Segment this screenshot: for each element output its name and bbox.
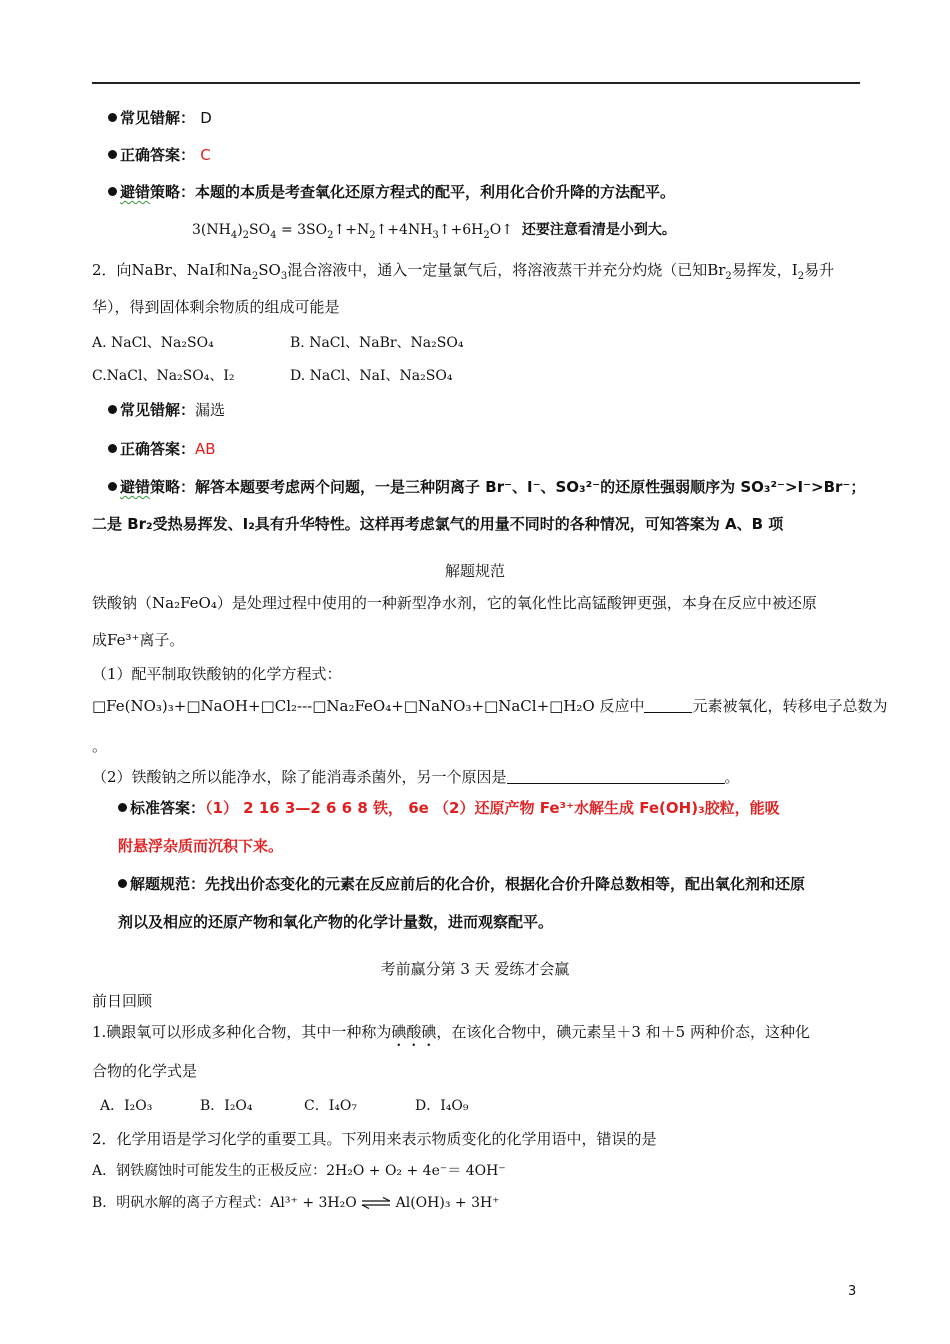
standard-answer-line-2: 附悬浮杂质而沉积下来。 bbox=[118, 837, 284, 855]
day3-q1-line-1 bbox=[92, 1022, 810, 1050]
equation-line: $3(NH_4)_2SO_4$ = $3SO_2↑+N_2↑+4NH_3↑+6H_2O↑$ 还要注意看清是小到大。 bbox=[192, 222, 676, 241]
norm-equation bbox=[92, 696, 887, 716]
norm-heading: 解题规范 bbox=[444, 562, 505, 580]
answer-value: AB bbox=[195, 440, 216, 458]
day3-q2: 2．化学用语是学习化学的重要工具。下列用来表示物质变化的化学用语中，错误的是 bbox=[92, 1130, 657, 1148]
q2-correct-answer bbox=[108, 439, 216, 459]
header-rule bbox=[92, 82, 860, 84]
review-label: 前日回顾 bbox=[92, 992, 153, 1010]
q2-line-2: 华），得到固体剩余物质的组成可能是 bbox=[92, 298, 340, 316]
standard-answer-line-1 bbox=[118, 798, 780, 818]
bullet-icon bbox=[108, 482, 117, 491]
day3-q1-option-c: C．I₄O₇ bbox=[304, 1098, 357, 1114]
bullet-icon bbox=[108, 150, 117, 159]
text: 2．向NaBr、NaI和Na bbox=[92, 261, 252, 279]
norm-question-2 bbox=[92, 767, 740, 787]
label: 正确答案： bbox=[120, 440, 196, 458]
q2-option-b: B. NaCl、NaBr、Na₂SO₄ bbox=[290, 335, 464, 351]
q2-common-error bbox=[108, 400, 225, 420]
common-error-line bbox=[108, 108, 212, 128]
strategy-text: 解答本题要考虑两个问题，一是三种阴离子 Br⁻、I⁻、SO₃²⁻的还原性强弱顺序为 SO₃²⁻>I⁻>Br⁻； bbox=[195, 478, 866, 496]
label: 正确答案： bbox=[120, 146, 196, 164]
label-part: 策略： bbox=[150, 183, 196, 201]
q2-option-c: C.NaCl、Na₂SO₄、I₂ bbox=[92, 368, 235, 384]
question-text: 1.碘跟氧可以形成多种化合物，其中一种称为 bbox=[92, 1023, 392, 1041]
norm-equation-end: 。 bbox=[92, 737, 108, 755]
day3-q2-option-a: A．钢铁腐蚀时可能发生的正极反应：2H₂O + O₂ + 4e⁻＝ 4OH⁻ bbox=[92, 1163, 506, 1179]
text: 易挥发，I bbox=[731, 261, 798, 279]
norm-paragraph-1: 铁酸钠（Na₂FeO₄）是处理过程中使用的一种新型净水剂，它的氧化性比高锰酸钾更强，本身在反应中被还原 bbox=[92, 594, 817, 612]
page-number: 3 bbox=[848, 1284, 857, 1299]
day3-q1-option-d: D．I₄O₉ bbox=[415, 1098, 469, 1114]
method-text: 先找出价态变化的元素在反应前后的化合价，根据化合价升降总数相等，配出氧化剂和还原 bbox=[205, 875, 806, 893]
label-part: 策略： bbox=[150, 478, 196, 496]
label: 标准答案： bbox=[130, 799, 206, 817]
bullet-icon bbox=[108, 187, 117, 196]
bullet-icon bbox=[108, 444, 117, 453]
question-text: 。 bbox=[724, 768, 740, 786]
text: 混合溶液中，通入一定量氯气后，将溶液蒸干并充分灼烧（已知Br bbox=[287, 261, 726, 279]
label: 解题规范： bbox=[130, 875, 206, 893]
question-text: ，在该化合物中，碘元素呈＋3 和＋5 两种价态，这种化 bbox=[436, 1023, 810, 1041]
bullet-icon bbox=[108, 113, 117, 122]
day3-q1-option-a: A．I₂O₃ bbox=[100, 1098, 153, 1114]
q2-strategy-line-1 bbox=[108, 477, 865, 497]
q2-line-1: 2．向NaBr、NaI和$Na_2SO_3$混合溶液中，通入一定量氯气后，将溶液蒸干并充分灼烧（已知$Br_2$易挥发，$I_2$易升 bbox=[92, 261, 835, 282]
equation-note: 还要注意看清是小到大。 bbox=[521, 222, 676, 238]
label-part: 避错 bbox=[120, 183, 151, 201]
norm-method-line-1 bbox=[118, 874, 805, 894]
bullet-icon bbox=[118, 879, 127, 888]
equation-text: 元素被氧化，转移电子总数为 bbox=[692, 697, 888, 715]
fill-blank bbox=[507, 769, 725, 784]
equation-text: □Fe(NO₃)₃+□NaOH+□Cl₂---□Na₂FeO₄+□NaNO₃+□NaCl+□H₂O 反应中 bbox=[92, 697, 645, 715]
value: D bbox=[200, 109, 212, 127]
day3-heading: 考前赢分第 3 天 爱练才会赢 bbox=[380, 960, 570, 978]
norm-question-1: （1）配平制取铁酸钠的化学方程式： bbox=[92, 665, 342, 683]
norm-paragraph-2: 成Fe³⁺离子。 bbox=[92, 631, 185, 649]
answer-value: C bbox=[200, 146, 211, 164]
text: SO bbox=[258, 261, 281, 279]
label-part: 避错 bbox=[120, 478, 151, 496]
value: 漏选 bbox=[195, 401, 226, 419]
q2-option-d: D. NaCl、NaI、Na₂SO₄ bbox=[290, 368, 453, 384]
equation-text: Al(OH)₃ + 3H⁺ bbox=[395, 1195, 500, 1211]
label: 常见错解： bbox=[120, 109, 196, 127]
day3-q1-option-b: B．I₂O₄ bbox=[200, 1098, 253, 1114]
correct-answer-line bbox=[108, 145, 211, 165]
answer-text: （1） 2 16 3—2 6 6 8 铁， 6e （2）还原产物 Fe³⁺水解生成 Fe(OH)₃胶粒，能吸 bbox=[205, 799, 780, 817]
bullet-icon bbox=[108, 405, 117, 414]
text: 易升 bbox=[804, 261, 835, 279]
equation-text: B．明矾水解的离子方程式：Al³⁺ + 3H₂O bbox=[92, 1195, 357, 1211]
question-text: （2）铁酸钠之所以能净水，除了能消毒杀菌外，另一个原因是 bbox=[92, 768, 507, 786]
fill-blank bbox=[644, 698, 692, 713]
strategy-text: 本题的本质是考查氧化还原方程式的配平，利用化合价升降的方法配平。 bbox=[195, 183, 676, 201]
equilibrium-arrow-icon bbox=[361, 1197, 391, 1209]
q2-strategy-line-2: 二是 Br₂受热易挥发、I₂具有升华特性。这样再考虑氯气的用量不同时的各种情况，可知答案为 A、B 项 bbox=[92, 515, 784, 533]
emphasized-term: 碘酸碘 bbox=[391, 1023, 437, 1041]
day3-q1-line-2: 合物的化学式是 bbox=[92, 1062, 198, 1080]
label: 常见错解： bbox=[120, 401, 196, 419]
day3-q2-option-b bbox=[92, 1193, 500, 1213]
norm-method-line-2: 剂以及相应的还原产物和氧化产物的化学计量数，进而观察配平。 bbox=[118, 913, 554, 931]
strategy-line bbox=[108, 182, 675, 202]
bullet-icon bbox=[118, 803, 127, 812]
q2-option-a: A. NaCl、Na₂SO₄ bbox=[92, 335, 214, 351]
